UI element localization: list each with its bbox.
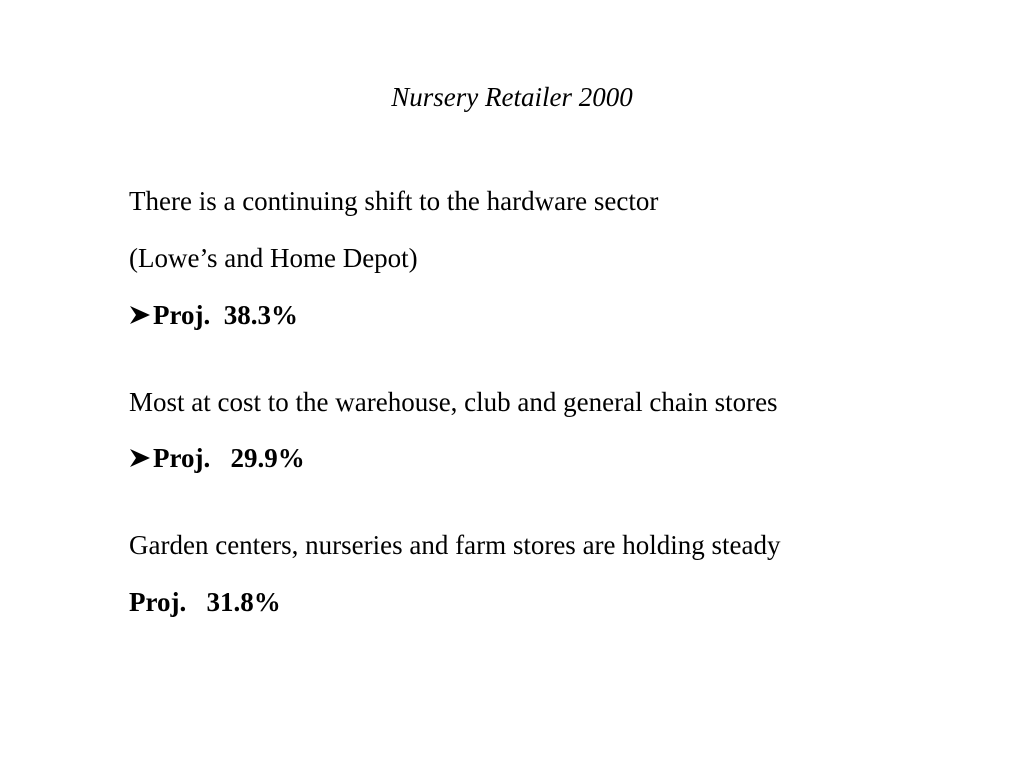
arrowhead-bullet-icon bbox=[129, 447, 151, 469]
projection-line bbox=[129, 585, 281, 619]
section-text-line: (Lowe’s and Home Depot) bbox=[129, 243, 418, 273]
projection-value: Proj. 38.3% bbox=[153, 300, 298, 330]
projection-value: Proj. 29.9% bbox=[153, 443, 305, 473]
projection-line bbox=[129, 441, 305, 475]
projection-value: Proj. 31.8% bbox=[129, 587, 281, 617]
slide-title: Nursery Retailer 2000 bbox=[391, 82, 633, 112]
projection-line bbox=[129, 298, 298, 332]
arrowhead-bullet-icon bbox=[129, 304, 151, 326]
section-text-line: There is a continuing shift to the hardware sector bbox=[129, 186, 659, 216]
section-text-line: Most at cost to the warehouse, club and general chain stores bbox=[129, 387, 778, 417]
section-text-line: Garden centers, nurseries and farm stores are holding steady bbox=[129, 530, 781, 560]
